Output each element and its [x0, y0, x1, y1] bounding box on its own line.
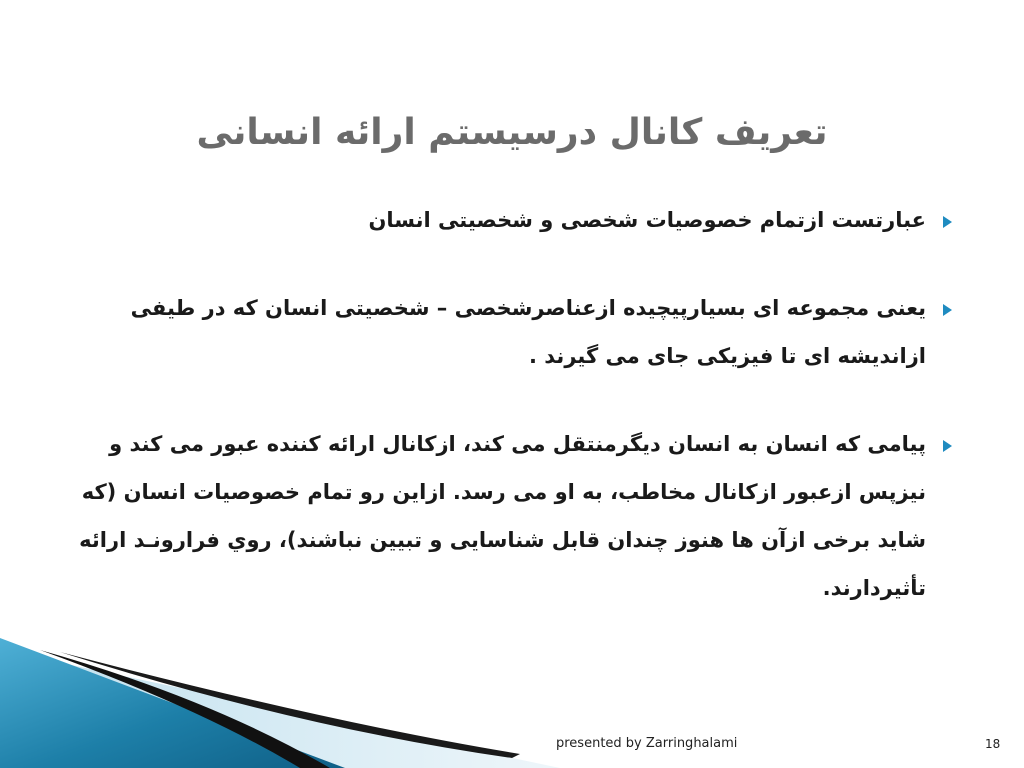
presenter-footer: presented by Zarringhalami — [556, 736, 738, 751]
bullet-arrow-icon — [943, 440, 952, 452]
bullet-arrow-icon — [943, 216, 952, 228]
bullet-text: یعنی مجموعه ای بسیارپیچیده ازعناصرشخصی – شخصیتی انسان که در طیفی ازاندیشه ای تا فیزیکی جای می گیرند . — [130, 296, 926, 368]
page-number: 18 — [985, 737, 1001, 751]
bullet-item — [72, 284, 952, 380]
bullet-item — [72, 196, 952, 244]
bullet-text: عبارتست ازتمام خصوصیات شخصی و شخصیتی انسان — [368, 208, 926, 232]
slide-title: تعریف کانال درسیستم ارائه انسانی — [196, 112, 828, 153]
bullet-arrow-icon — [943, 304, 952, 316]
decorative-wave-graphic — [0, 638, 1024, 768]
bullet-item — [72, 420, 952, 612]
bullet-text: پیامی که انسان به انسان دیگرمنتقل می کند، ازکانال ارائه کننده عبور می کند و نیزپس ازعبور ازکانال مخاطب، به او می رسد. ازاین رو تمام خصوصیات انسان (که شاید برخی ازآن ها هنوز چندان قابل شناسایی و تبیین نباشند)، روي فرارونـد ارائه تأثیردارند. — [79, 432, 926, 600]
bullet-list — [72, 196, 952, 612]
